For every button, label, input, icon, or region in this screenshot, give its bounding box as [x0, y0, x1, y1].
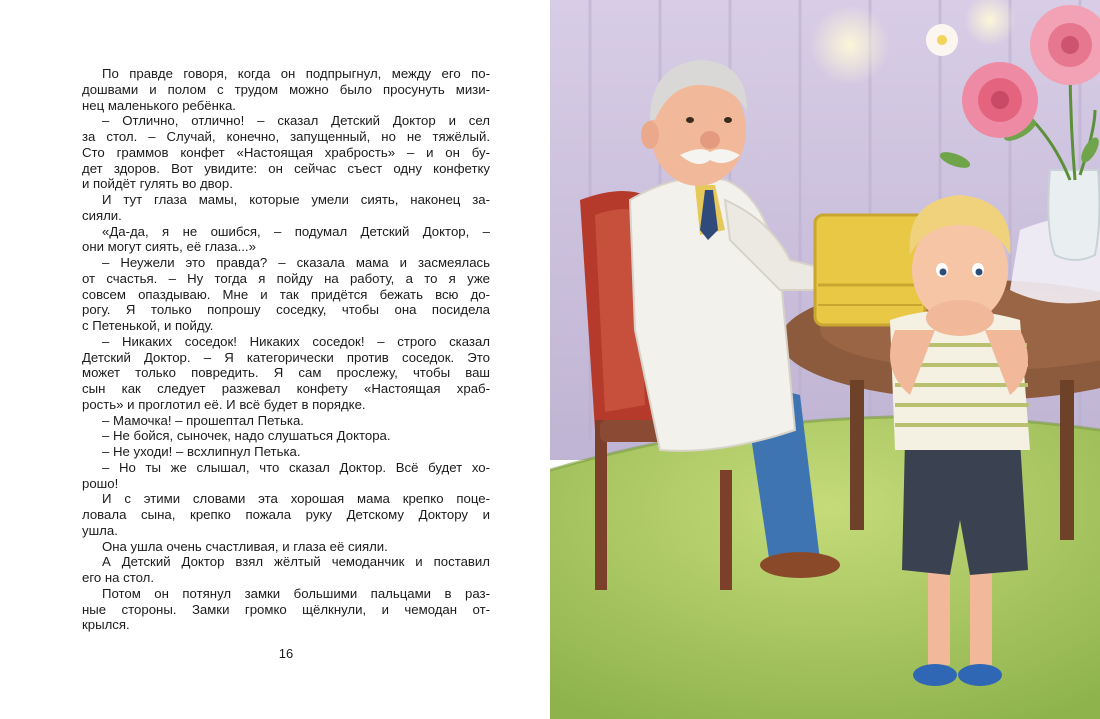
text-line: рошо!: [82, 475, 119, 491]
doctor-eye: [686, 117, 694, 123]
light-glow: [810, 5, 890, 85]
boy-shoe: [958, 664, 1002, 686]
text-line: дошвами и полом с трудом можно было просунуть мизи-: [82, 81, 490, 97]
text-line: – Не бойся, сыночек, надо слушаться Доктора.: [102, 428, 391, 444]
text-line: сын как следует разжевал конфету «Настоящая храб-: [82, 381, 490, 396]
boy-shoe: [913, 664, 957, 686]
text-line: с Петенькой, и пойду.: [82, 318, 214, 333]
text-line: ловала сына, крепко пожала руку Детскому Доктору и: [82, 507, 490, 522]
text-line: Сто граммов конфет «Настоящая храбрость» – и он бу-: [82, 144, 490, 160]
text-line: его на стол.: [82, 570, 155, 585]
text-line: По правде говоря, когда он подпрыгнул, между его по-: [102, 66, 490, 81]
text-line: Она ушла очень счастливая, и глаза её сияли.: [102, 538, 388, 554]
text-line: Потом он потянул замки большими пальцами в раз-: [102, 585, 490, 601]
text-line: может только повредить. Я сам прослежу, чтобы ваш: [82, 365, 490, 381]
text-line: и пойдёт гулять во двор.: [82, 176, 233, 192]
chair-leg: [720, 470, 732, 590]
text-line: Детский Доктор. – Я категорически против соседок. Это: [82, 349, 490, 365]
text-line: от счастья. – Ну тогда я пойду на работу, а то я уже: [82, 270, 490, 286]
story-text: [82, 66, 490, 633]
text-line: – Но ты же слышал, что сказал Доктор. Всё будет хо-: [102, 459, 490, 475]
text-line: рость» и проглотил её. И всё будет в порядке.: [82, 396, 366, 412]
text-line: нец маленького ребёнка.: [82, 97, 236, 113]
text-line: «Да-да, я не ошибся, – подумал Детский Доктор, –: [102, 223, 490, 239]
text-line: – Мамочка! – прошептал Петька.: [102, 412, 304, 428]
table-leg: [1060, 380, 1074, 540]
text-line: – Никаких соседок! Никаких соседок! – строго сказал: [102, 333, 490, 349]
illustration-page: [550, 0, 1100, 719]
text-line: – Отлично, отлично! – сказал Детский Доктор и сел: [102, 113, 490, 129]
text-line: дет здоров. Вот увидите: он сейчас съест одну конфетку: [82, 160, 490, 176]
text-line: – Не уходи! – всхлипнул Петька.: [102, 444, 301, 459]
text-line: И с этими словами эта хорошая мама крепко поце-: [102, 491, 490, 507]
text-line: ные стороны. Замки громко щёлкнули, и чемодан от-: [82, 601, 490, 617]
text-line: совсем опаздываю. Мне и так придётся бежать всю до-: [82, 286, 490, 302]
text-line: А Детский Доктор взял жёлтый чемоданчик и поставил: [102, 554, 490, 570]
text-line: рогу. Я только попрошу соседку, чтобы она посидела: [82, 302, 490, 318]
doctor-ear: [641, 121, 659, 149]
text-line: сияли.: [82, 207, 122, 223]
boy-leg: [928, 560, 950, 665]
boy-leg: [970, 560, 992, 665]
doctor-eye: [724, 117, 732, 123]
table-leg: [850, 380, 864, 530]
boy-pupil: [940, 269, 947, 276]
illustration: [550, 0, 1100, 719]
text-line: за стол. – Случай, конечно, запущенный, но не тяжёлый.: [82, 129, 490, 144]
text-line: – Неужели это правда? – сказала мама и засмеялась: [102, 255, 490, 270]
page-number: 16: [278, 646, 294, 661]
text-line: ушла.: [82, 522, 118, 538]
yellow-suitcase: [815, 215, 925, 325]
vase: [1048, 170, 1099, 260]
chair-leg: [595, 420, 607, 590]
boy-hands: [926, 300, 994, 336]
doctor-shoe: [760, 552, 840, 578]
text-line: И тут глаза мамы, которые умели сиять, наконец за-: [102, 192, 490, 207]
text-line: они могут сиять, её глаза...»: [82, 239, 256, 255]
text-line: крылся.: [82, 617, 130, 633]
doctor-nose: [700, 131, 720, 149]
boy-pupil: [976, 269, 983, 276]
